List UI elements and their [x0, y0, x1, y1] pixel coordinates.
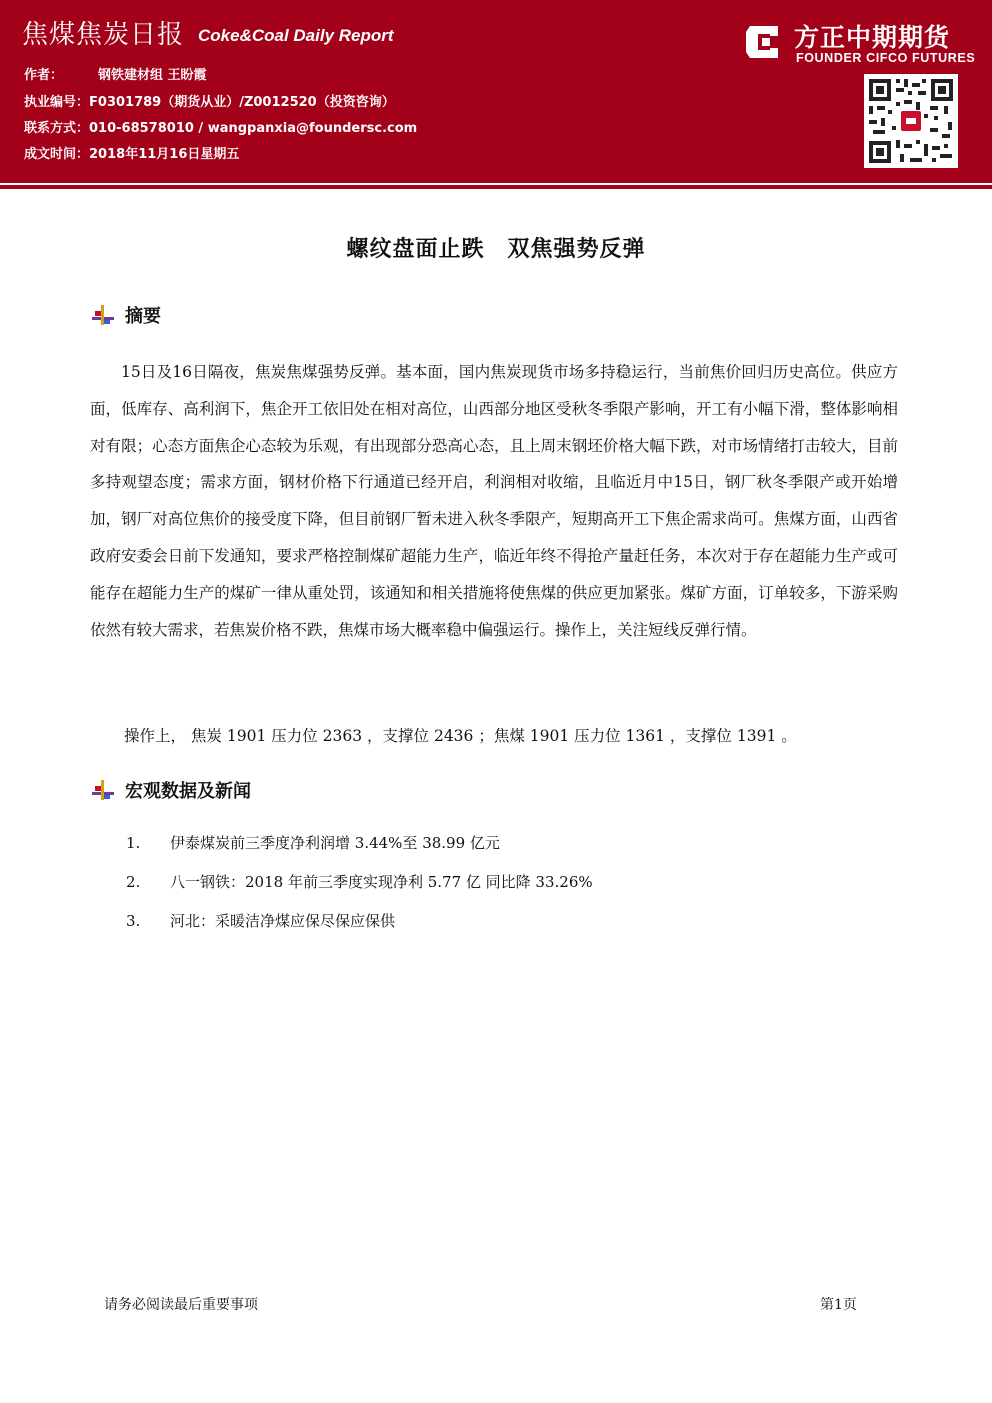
section-bullet-icon	[92, 779, 114, 801]
macro-heading: 宏观数据及新闻	[125, 781, 251, 802]
page-number: 第1页	[820, 1297, 857, 1313]
qr-code-icon	[864, 74, 958, 168]
contact-label: 联系方式：	[24, 121, 90, 136]
report-title-cn: 焦煤焦炭日报	[22, 20, 185, 50]
date-line	[24, 143, 239, 162]
news-item-number: 3.	[126, 912, 141, 930]
author-label: 作者：	[24, 68, 64, 83]
news-item	[126, 832, 500, 853]
summary-heading: 摘要	[125, 306, 161, 327]
operation-text: 操作上， 焦炭 1901 压力位 2363 ，支撑位 2436 ；焦煤 1901 压力位 1361 ，支撑位 1391 。	[124, 727, 797, 745]
contact-line	[24, 117, 417, 136]
company-logo	[742, 18, 982, 68]
header-divider	[0, 185, 992, 189]
license-line	[24, 91, 395, 110]
date-value: 2018年11月16日星期五	[89, 147, 240, 162]
logo-text-cn: 方正中期期货	[794, 23, 951, 52]
news-item	[126, 871, 593, 892]
author-value: 钢铁建材组 王盼霞	[98, 68, 207, 83]
operation-advice	[124, 724, 797, 746]
news-item	[126, 910, 395, 931]
news-item-text: 伊泰煤炭前三季度净利润增 3.44%至 38.99 亿元	[170, 834, 500, 852]
footer-notice: 请务必阅读最后重要事项	[104, 1297, 258, 1313]
news-item-number: 2.	[126, 873, 141, 891]
logo-text-en: FOUNDER CIFCO FUTURES	[796, 51, 976, 65]
document-title: 螺纹盘面止跌 双焦强势反弹	[346, 237, 646, 262]
news-item-number: 1.	[126, 834, 141, 852]
license-value: F0301789（期货从业）/Z0012520（投资咨询）	[89, 95, 395, 110]
summary-paragraph: 15日及16日隔夜，焦炭焦煤强势反弹。基本面，国内焦炭现货市场多持稳运行，当前焦价回归历史高位。供应方面，低库存、高利润下，焦企开工依旧处在相对高位，山西部分地区受秋冬季限产影响，开工有小幅下滑，整体影响相对有限；心态方面焦企心态较为乐观，有出现部分恐高心态，且上周末钢坯价格大幅下跌，对市场情绪打击较大，目前多持观望态度；需求方面，钢材价格下行通道已经开启，利润相对收缩，且临近月中15日，钢厂秋冬季限产或开始增加，钢厂对高位焦价的接受度下降，但目前钢厂暂未进入秋冬季限产，短期高开工下焦企需求尚可。焦煤方面，山西省政府安委会日前下发通知，要求严格控制煤矿超能力生产，临近年终不得抢产量赶任务，本次对于存在超能力生产或可能存在超能力生产的煤矿一律从重处罚，该通知和相关措施将使焦煤的供应更加紧张。煤矿方面，订单较多，下游采购依然有较大需求，若焦炭价格不跌，焦煤市场大概率稳中偏强运行。操作上，关注短线反弹行情。	[90, 363, 898, 639]
section-bullet-icon	[92, 304, 114, 326]
news-item-text: 河北：采暖洁净煤应保尽保应保供	[170, 912, 396, 930]
news-item-text: 八一钢铁：2018 年前三季度实现净利 5.77 亿 同比降 33.26%	[170, 873, 593, 891]
author-line	[24, 64, 207, 83]
report-title-en: Coke&Coal Daily Report	[198, 26, 394, 45]
license-label: 执业编号：	[24, 95, 90, 110]
contact-value: 010-68578010 / wangpanxia@foundersc.com	[89, 121, 418, 136]
report-header	[0, 0, 992, 183]
date-label: 成文时间：	[24, 147, 90, 162]
founder-logo-icon	[742, 22, 782, 62]
